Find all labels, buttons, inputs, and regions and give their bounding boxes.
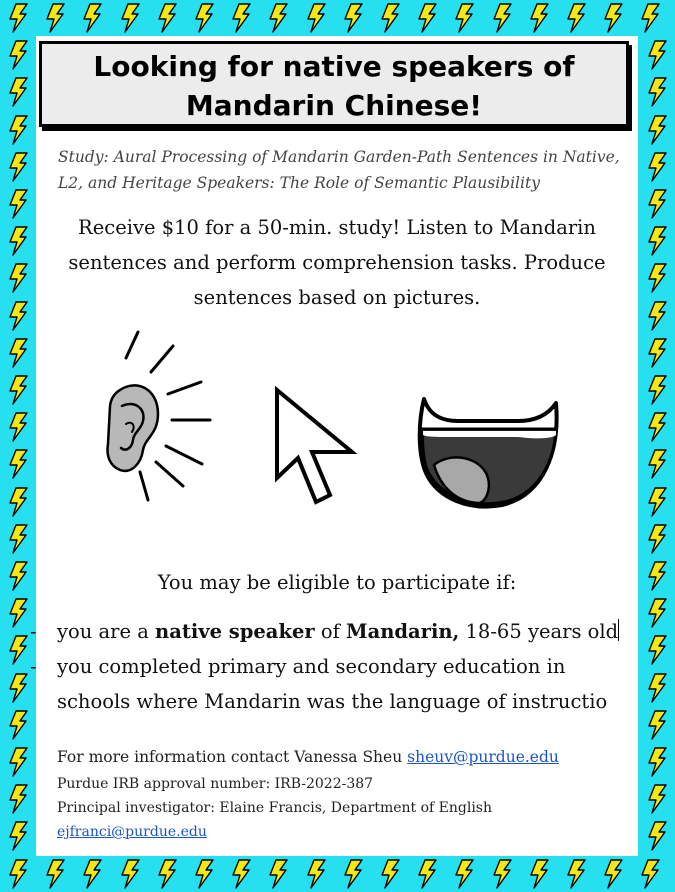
lightning-bolt-icon bbox=[646, 226, 668, 256]
lightning-bolt-icon bbox=[646, 784, 668, 814]
lightning-bolt-icon bbox=[646, 710, 668, 740]
lightning-bolt-icon bbox=[193, 3, 215, 33]
lightning-bolt-icon bbox=[7, 821, 29, 851]
lightning-bolt-icon bbox=[646, 449, 668, 479]
page-title bbox=[42, 44, 626, 125]
lightning-bolt-icon bbox=[7, 263, 29, 293]
study-title-line-1: Study: Aural Processing of Mandarin Garden-Path Sentences in Native, bbox=[58, 148, 620, 166]
criterion-1-text: you are a native speaker of Mandarin, 18-65 years old bbox=[57, 620, 619, 643]
lightning-bolt-icon bbox=[646, 561, 668, 591]
title-line-1: Looking for native speakers of bbox=[93, 50, 575, 83]
lightning-bolt-icon bbox=[646, 598, 668, 628]
lightning-bolt-icon bbox=[193, 859, 215, 889]
lightning-bolt-icon bbox=[7, 710, 29, 740]
bullet-dash: - bbox=[30, 655, 37, 678]
lightning-bolt-icon bbox=[44, 3, 66, 33]
lightning-bolt-icon bbox=[7, 3, 29, 33]
lightning-bolt-icon bbox=[7, 747, 29, 777]
lightning-bolt-icon bbox=[646, 40, 668, 70]
lightning-bolt-icon bbox=[267, 859, 289, 889]
mouse-cursor-icon bbox=[272, 386, 362, 516]
lightning-bolt-icon bbox=[379, 859, 401, 889]
irb-line: Purdue IRB approval number: IRB-2022-387 bbox=[57, 776, 374, 792]
lightning-bolt-icon bbox=[491, 3, 513, 33]
lightning-bolt-icon bbox=[230, 859, 252, 889]
lightning-bolt-icon bbox=[7, 226, 29, 256]
lightning-bolt-icon bbox=[646, 375, 668, 405]
study-title bbox=[58, 144, 636, 196]
lightning-bolt-icon bbox=[646, 747, 668, 777]
lightning-bolt-icon bbox=[7, 635, 29, 665]
lightning-bolt-icon bbox=[7, 524, 29, 554]
lightning-bolt-icon bbox=[267, 3, 289, 33]
lightning-bolt-icon bbox=[305, 859, 327, 889]
lightning-bolt-icon bbox=[7, 412, 29, 442]
lightning-bolt-icon bbox=[119, 859, 141, 889]
lightning-bolt-icon bbox=[646, 524, 668, 554]
text-cursor bbox=[618, 619, 619, 641]
ear-listening-icon bbox=[98, 324, 218, 504]
lightning-bolt-icon bbox=[528, 859, 550, 889]
lightning-bolt-icon bbox=[7, 301, 29, 331]
lightning-bolt-icon bbox=[81, 3, 103, 33]
title-banner bbox=[39, 41, 629, 127]
flyer-page bbox=[30, 36, 638, 856]
lightning-bolt-icon bbox=[7, 338, 29, 368]
lightning-bolt-icon bbox=[646, 635, 668, 665]
bullet-dash: - bbox=[30, 620, 37, 643]
lightning-bolt-icon bbox=[119, 3, 141, 33]
lightning-bolt-icon bbox=[646, 152, 668, 182]
intro-line-1: Receive $10 for a 50-min. study! Listen to Mandarin bbox=[78, 216, 596, 239]
lightning-bolt-icon bbox=[7, 561, 29, 591]
lightning-bolt-icon bbox=[7, 152, 29, 182]
lightning-bolt-icon bbox=[342, 859, 364, 889]
lightning-bolt-icon bbox=[7, 859, 29, 889]
lightning-bolt-icon bbox=[7, 189, 29, 219]
lightning-bolt-icon bbox=[7, 77, 29, 107]
lightning-bolt-icon bbox=[528, 3, 550, 33]
open-mouth-icon bbox=[414, 391, 562, 516]
lightning-bolt-icon bbox=[565, 3, 587, 33]
lightning-bolt-icon bbox=[416, 859, 438, 889]
lightning-bolt-icon bbox=[602, 3, 624, 33]
lightning-bolt-icon bbox=[230, 3, 252, 33]
eligibility-heading: You may be eligible to participate if: bbox=[157, 571, 517, 594]
study-title-line-2: L2, and Heritage Speakers: The Role of Semantic Plausibility bbox=[58, 174, 540, 192]
lightning-bolt-icon bbox=[416, 3, 438, 33]
lightning-bolt-icon bbox=[646, 115, 668, 145]
pi-email-link[interactable]: ejfranci@purdue.edu bbox=[57, 824, 207, 840]
lightning-bolt-icon bbox=[646, 412, 668, 442]
contact-line: For more information contact Vanessa Sheu sheuv@purdue.edu bbox=[57, 748, 559, 766]
lightning-bolt-icon bbox=[646, 263, 668, 293]
lightning-bolt-icon bbox=[7, 487, 29, 517]
lightning-bolt-icon bbox=[156, 3, 178, 33]
lightning-bolt-icon bbox=[7, 115, 29, 145]
intro-text bbox=[42, 210, 632, 315]
lightning-bolt-icon bbox=[646, 77, 668, 107]
title-line-2: Mandarin Chinese! bbox=[185, 89, 483, 122]
pi-line: Principal investigator: Elaine Francis, Department of English bbox=[57, 800, 493, 816]
lightning-bolt-icon bbox=[305, 3, 327, 33]
lightning-bolt-icon bbox=[7, 375, 29, 405]
lightning-bolt-icon bbox=[453, 3, 475, 33]
lightning-bolt-icon bbox=[44, 859, 66, 889]
lightning-bolt-icon bbox=[646, 338, 668, 368]
lightning-bolt-icon bbox=[7, 673, 29, 703]
pi-email-line bbox=[57, 824, 207, 840]
lightning-bolt-icon bbox=[7, 40, 29, 70]
lightning-bolt-icon bbox=[646, 821, 668, 851]
lightning-bolt-icon bbox=[646, 673, 668, 703]
lightning-bolt-icon bbox=[565, 859, 587, 889]
lightning-bolt-icon bbox=[7, 449, 29, 479]
criterion-2-line-1: you completed primary and secondary education in bbox=[57, 655, 566, 678]
lightning-bolt-icon bbox=[646, 189, 668, 219]
lightning-bolt-icon bbox=[639, 859, 661, 889]
lightning-bolt-icon bbox=[646, 301, 668, 331]
lightning-bolt-icon bbox=[7, 598, 29, 628]
lightning-bolt-icon bbox=[342, 3, 364, 33]
lightning-bolt-icon bbox=[639, 3, 661, 33]
lightning-bolt-icon bbox=[379, 3, 401, 33]
intro-line-2: sentences and perform comprehension tasks. Produce bbox=[68, 251, 606, 274]
lightning-bolt-icon bbox=[491, 859, 513, 889]
lightning-bolt-icon bbox=[156, 859, 178, 889]
lightning-bolt-icon bbox=[602, 859, 624, 889]
lightning-bolt-icon bbox=[453, 859, 475, 889]
contact-email-link[interactable]: sheuv@purdue.edu bbox=[407, 748, 559, 766]
lightning-bolt-icon bbox=[7, 784, 29, 814]
criterion-2-line-2: schools where Mandarin was the language of instructio bbox=[57, 690, 608, 713]
intro-line-3: sentences based on pictures. bbox=[193, 286, 481, 309]
lightning-bolt-icon bbox=[81, 859, 103, 889]
lightning-bolt-icon bbox=[646, 487, 668, 517]
